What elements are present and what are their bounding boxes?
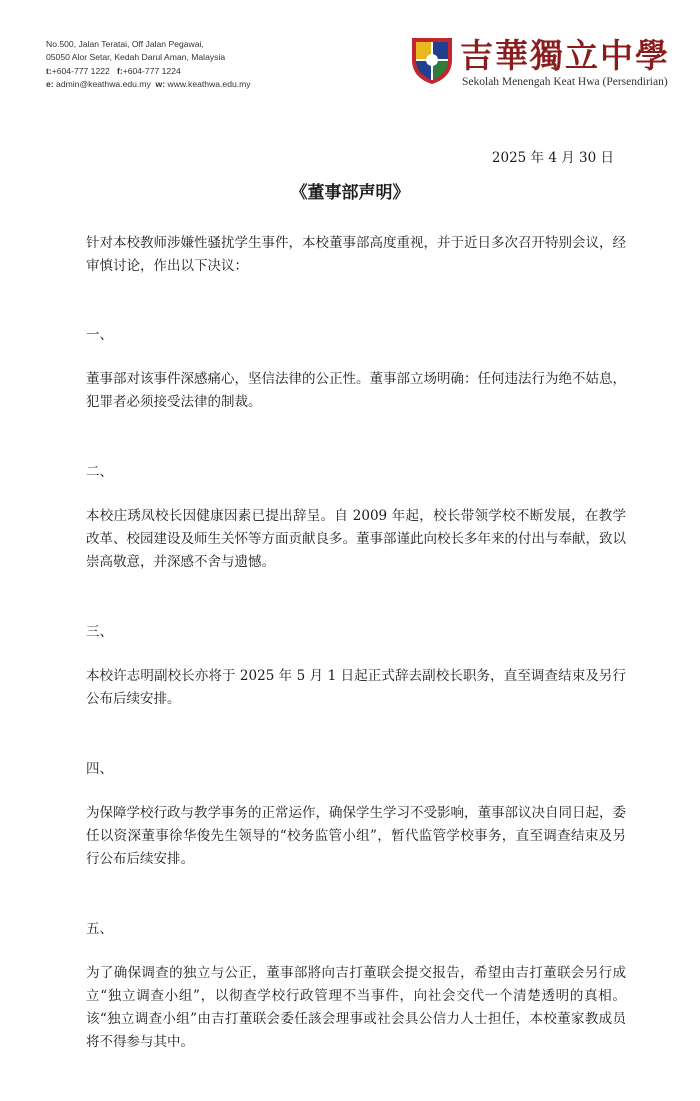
- section-5-number: 五、: [86, 921, 113, 937]
- tel-label: t:: [46, 65, 52, 76]
- statement-date: 2025 年 4 月 30 日: [491, 150, 614, 166]
- tel-number: +604-777 1222: [51, 65, 110, 76]
- phone-fax-line: [46, 65, 251, 78]
- section-4-number: 四、: [86, 761, 113, 777]
- school-name-chinese: 吉華獨立中學: [460, 36, 670, 75]
- section-1-text: 董事部对该事件深感痛心，坚信法律的公正性。董事部立场明确：任何违法行为绝不姑息，犯罪者必须接受法律的制裁。: [86, 371, 626, 410]
- section-2-number: 二、: [86, 464, 113, 480]
- school-crest-icon: [408, 34, 456, 86]
- school-name-english: Sekolah Menengah Keat Hwa (Persendirian): [462, 76, 668, 88]
- fax-label: f:: [116, 65, 123, 76]
- section-3-text: 本校许志明副校长亦将于 2025 年 5 月 1 日起正式辞去副校长职务，直至调查结束及另行公布后续安排。: [86, 668, 626, 707]
- section-1-number: 一、: [86, 327, 113, 343]
- website-url: www.keathwa.edu.my: [167, 79, 251, 90]
- intro-paragraph: 针对本校教师涉嫌性骚扰学生事件，本校董事部高度重视，并于近日多次召开特别会议，经审慎讨论，作出以下决议：: [86, 235, 626, 274]
- school-brand: [408, 26, 678, 96]
- section-5-text: 为了确保调查的独立与公正，董事部將向吉打董联会提交报告，希望由吉打董联会另行成立“独立调查小组”，以彻查学校行政管理不当事件，向社会交代一个清楚透明的真相。该“独立调查小组”由吉打董联会委任該会理事或社会具公信力人士担任，本校董家教成员将不得参与其中。: [86, 965, 626, 1050]
- address-line-2: 05050 Alor Setar, Kedah Darul Aman, Malaysia: [46, 52, 226, 63]
- statement-title: 《董事部声明》: [290, 183, 410, 203]
- email-label: e:: [46, 79, 54, 90]
- fax-number: +604-777 1224: [122, 65, 181, 76]
- email-address: admin@keathwa.edu.my: [56, 79, 151, 90]
- address-line-1: No.500, Jalan Teratai, Off Jalan Pegawai,: [46, 39, 204, 49]
- school-address-block: [46, 38, 251, 92]
- section-3-number: 三、: [86, 624, 113, 640]
- section-2-text: 本校庄琇凤校长因健康因素已提出辞呈。自 2009 年起，校长带领学校不断发展，在教学改革、校园建设及师生关怀等方面贡献良多。董事部谨此向校长多年来的付出与奉献，致以崇高敬意，并深感不舍与遗憾。: [86, 508, 626, 570]
- web-label: w:: [155, 79, 166, 90]
- section-4-text: 为保障学校行政与教学事务的正常运作，确保学生学习不受影响，董事部议决自同日起，委任以资深董事徐华俊先生领导的“校务监管小组”，暂代监管学校事务，直至调查结束及另行公布后续安排。: [86, 805, 626, 867]
- email-web-line: [46, 78, 251, 91]
- statement-body: [86, 232, 626, 1101]
